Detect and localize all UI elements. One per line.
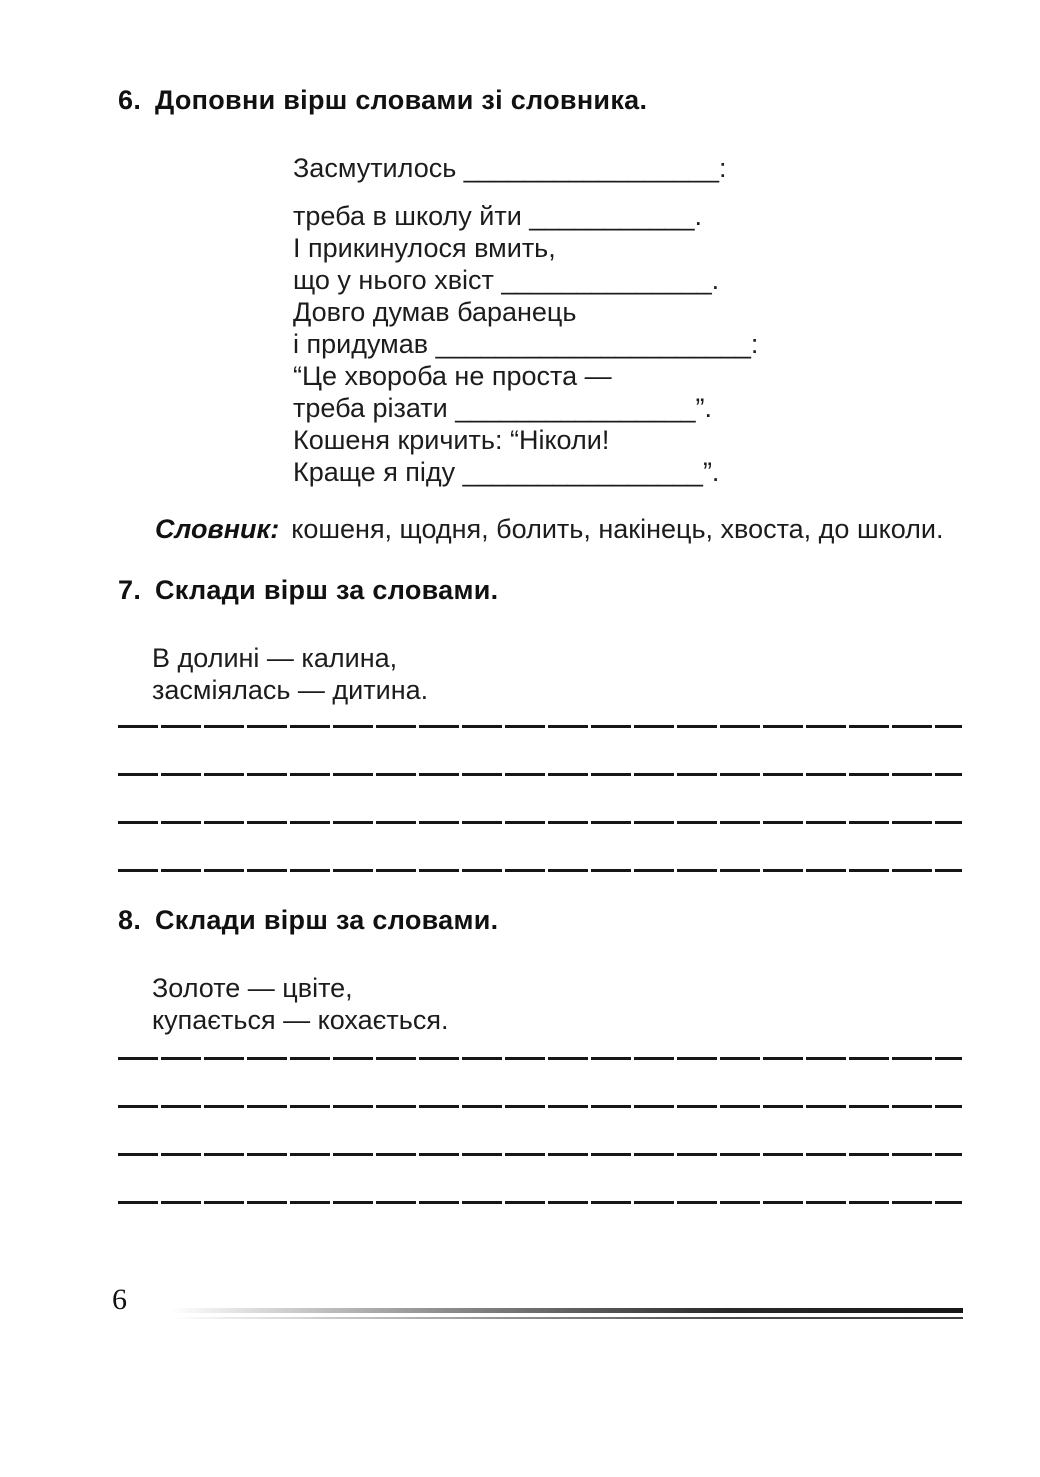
poem-line: треба в школу йти ___________. <box>293 201 702 231</box>
dictionary-line <box>155 514 944 545</box>
exercise-7-number: 7. <box>118 575 142 605</box>
exercise-8-heading <box>118 906 498 934</box>
couplet-line: Золоте — цвіте, <box>152 973 353 1003</box>
writing-line <box>118 1057 962 1060</box>
exercise-6-poem <box>293 152 758 488</box>
writing-line <box>118 1105 962 1108</box>
couplet-line: купається — кохається. <box>152 1005 449 1035</box>
exercise-8-writing-lines <box>118 1057 962 1204</box>
writing-line <box>118 821 962 824</box>
exercise-7-title: Склади вірш за словами. <box>155 575 499 605</box>
exercise-6-heading <box>118 86 647 114</box>
page-number: 6 <box>112 1283 127 1316</box>
poem-line: “Це хвороба не проста — <box>293 361 612 391</box>
writing-line <box>118 869 962 872</box>
poem-line: Засмутилось _________________: <box>293 153 727 183</box>
writing-line <box>118 773 962 776</box>
exercise-8-couplet <box>152 972 448 1036</box>
writing-line <box>118 1201 962 1204</box>
dictionary-label: Словник: <box>155 514 280 544</box>
exercise-8-title: Склади вірш за словами. <box>155 905 499 935</box>
exercise-6-number: 6. <box>118 85 142 115</box>
couplet-line: В долині — калина, <box>152 643 398 673</box>
poem-line: І прикинулося вмить, <box>293 233 556 263</box>
exercise-7-couplet <box>152 642 428 706</box>
couplet-line: засміялась — дитина. <box>152 675 429 705</box>
footer-rule <box>170 1308 963 1319</box>
exercise-8-number: 8. <box>118 905 142 935</box>
exercise-7-heading <box>118 576 498 604</box>
exercise-6-title: Доповни вірш словами зі словника. <box>155 85 648 115</box>
poem-line: Довго думав баранець <box>293 297 577 327</box>
dictionary-words: кошеня, щодня, болить, накінець, хвоста, до школи. <box>291 514 944 544</box>
poem-line: Кошеня кричить: “Ніколи! <box>293 425 610 455</box>
exercise-7-writing-lines <box>118 725 962 872</box>
poem-line: що у нього хвіст ______________. <box>293 265 720 295</box>
writing-line <box>118 725 962 728</box>
poem-line: і придумав _____________________: <box>293 329 759 359</box>
writing-line <box>118 1153 962 1156</box>
poem-line: Краще я піду ________________”. <box>293 457 720 487</box>
poem-line: треба різати ________________”. <box>293 393 712 423</box>
footer-rule-bottom <box>170 1317 963 1319</box>
